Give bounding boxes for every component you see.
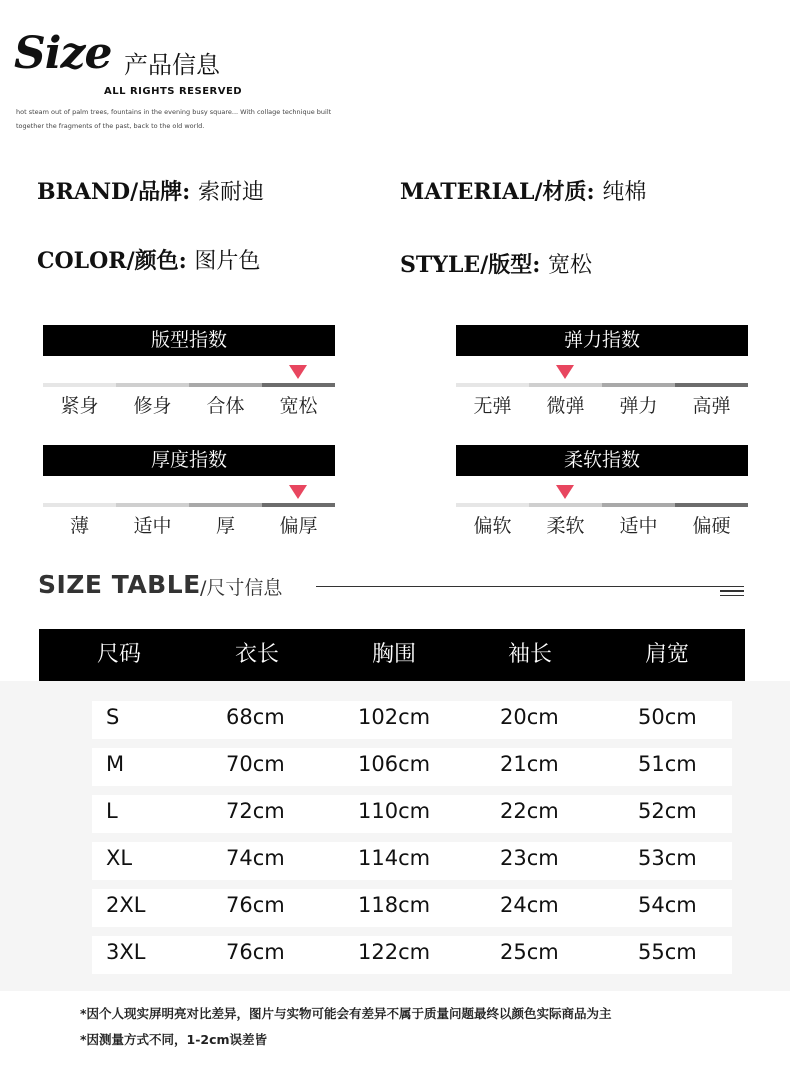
measure-cell: 50cm bbox=[638, 705, 697, 729]
elasticity-scale-segment bbox=[456, 383, 529, 387]
measure-cell: 114cm bbox=[358, 846, 431, 870]
header-cell: 胸围 bbox=[371, 642, 416, 667]
selected-marker-icon bbox=[289, 485, 307, 499]
color-label: COLOR/颜色: bbox=[37, 248, 187, 274]
thickness-option-label: 厚 bbox=[215, 515, 235, 537]
thickness-scale-segment bbox=[262, 503, 335, 507]
size-cell: S bbox=[106, 705, 120, 729]
measure-cell: 53cm bbox=[638, 846, 697, 870]
size-table-header bbox=[39, 629, 745, 681]
measure-cell: 76cm bbox=[226, 940, 285, 964]
measure-cell: 76cm bbox=[226, 893, 285, 917]
fit-option-label: 紧身 bbox=[60, 395, 99, 417]
measure-cell: 55cm bbox=[638, 940, 697, 964]
fit-index bbox=[43, 325, 335, 419]
tagline-line-1: hot steam out of palm trees, fountains in the evening busy square... With collage technique built bbox=[16, 108, 332, 116]
size-cell: M bbox=[106, 752, 125, 776]
page-title: 产品信息 bbox=[124, 51, 220, 79]
thickness-scale-segment bbox=[189, 503, 262, 507]
thickness-option-label: 薄 bbox=[69, 515, 89, 537]
brand-info bbox=[37, 175, 264, 206]
elasticity-option-label: 高弹 bbox=[692, 395, 731, 417]
softness-index-title: 柔软指数 bbox=[456, 445, 748, 476]
measure-cell: 23cm bbox=[500, 846, 559, 870]
measure-cell: 106cm bbox=[358, 752, 431, 776]
measure-cell: 72cm bbox=[226, 799, 285, 823]
softness-scale-segment bbox=[675, 503, 748, 507]
fit-index-title: 版型指数 bbox=[43, 325, 335, 356]
measure-cell: 102cm bbox=[358, 705, 431, 729]
softness-option-label: 偏软 bbox=[473, 515, 512, 537]
softness-option-label: 柔软 bbox=[546, 515, 585, 537]
measure-cell: 22cm bbox=[500, 799, 559, 823]
measure-cell: 25cm bbox=[500, 940, 559, 964]
note-2: *因测量方式不同，1-2cm误差皆 bbox=[80, 1032, 268, 1047]
elasticity-scale-segment bbox=[602, 383, 675, 387]
size-table-body bbox=[0, 681, 790, 991]
measure-cell: 21cm bbox=[500, 752, 559, 776]
thickness-index bbox=[43, 445, 335, 539]
measure-cell: 122cm bbox=[358, 940, 431, 964]
thickness-option-label: 适中 bbox=[133, 515, 172, 537]
measure-cell: 24cm bbox=[500, 893, 559, 917]
elasticity-option-label: 微弹 bbox=[546, 395, 585, 417]
thickness-scale-segment bbox=[43, 503, 116, 507]
style-info bbox=[400, 248, 592, 279]
measure-cell: 74cm bbox=[226, 846, 285, 870]
measure-cell: 54cm bbox=[638, 893, 697, 917]
size-table-subtitle: /尺寸信息 bbox=[200, 577, 283, 599]
measure-cell: 51cm bbox=[638, 752, 697, 776]
thickness-scale-segment bbox=[116, 503, 189, 507]
elasticity-option-label: 弹力 bbox=[619, 395, 658, 417]
softness-scale-segment bbox=[602, 503, 675, 507]
material-label: MATERIAL/材质: bbox=[400, 179, 595, 205]
color-info bbox=[37, 244, 260, 275]
elasticity-index bbox=[456, 325, 748, 419]
thickness-index-title: 厚度指数 bbox=[43, 445, 335, 476]
divider-line bbox=[316, 586, 744, 587]
size-cell: 3XL bbox=[106, 940, 146, 964]
softness-index bbox=[456, 445, 748, 539]
softness-scale-segment bbox=[456, 503, 529, 507]
header-cell: 袖长 bbox=[507, 642, 552, 667]
measure-cell: 110cm bbox=[358, 799, 431, 823]
menu-lines-icon bbox=[720, 590, 744, 599]
elasticity-scale-segment bbox=[675, 383, 748, 387]
fit-scale-segment bbox=[43, 383, 116, 387]
material-info bbox=[400, 175, 646, 206]
elasticity-index-title: 弹力指数 bbox=[456, 325, 748, 356]
measure-cell: 20cm bbox=[500, 705, 559, 729]
fit-option-label: 宽松 bbox=[279, 395, 318, 417]
measure-cell: 70cm bbox=[226, 752, 285, 776]
tagline-line-2: together the fragments of the past, back to the old world. bbox=[16, 122, 205, 130]
brand-label: BRAND/品牌: bbox=[37, 179, 191, 205]
header-cell: 衣长 bbox=[234, 642, 279, 667]
measure-cell: 118cm bbox=[358, 893, 431, 917]
material-value: 纯棉 bbox=[602, 180, 647, 205]
header-cell: 尺码 bbox=[96, 642, 141, 667]
elasticity-scale-segment bbox=[529, 383, 602, 387]
fit-scale-segment bbox=[116, 383, 189, 387]
color-value: 图片色 bbox=[194, 249, 261, 274]
softness-option-label: 适中 bbox=[619, 515, 658, 537]
fit-scale-segment bbox=[262, 383, 335, 387]
rights-text: ALL RIGHTS RESERVED bbox=[104, 86, 243, 97]
thickness-option-label: 偏厚 bbox=[279, 515, 318, 537]
style-label: STYLE/版型: bbox=[400, 252, 541, 278]
size-logo: Size bbox=[14, 28, 112, 79]
measure-cell: 52cm bbox=[638, 799, 697, 823]
selected-marker-icon bbox=[556, 365, 574, 379]
fit-option-label: 合体 bbox=[206, 395, 245, 417]
softness-scale-segment bbox=[529, 503, 602, 507]
style-value: 宽松 bbox=[548, 253, 593, 278]
header-cell: 肩宽 bbox=[644, 642, 689, 667]
size-cell: 2XL bbox=[106, 893, 146, 917]
size-cell: L bbox=[106, 799, 118, 823]
fit-scale-segment bbox=[189, 383, 262, 387]
fit-option-label: 修身 bbox=[133, 395, 172, 417]
selected-marker-icon bbox=[556, 485, 574, 499]
softness-option-label: 偏硬 bbox=[692, 515, 731, 537]
note-1: *因个人现实屏明亮对比差异，图片与实物可能会有差异不属于质量问题最终以颜色实际商品为主 bbox=[80, 1006, 612, 1021]
measure-cell: 68cm bbox=[226, 705, 285, 729]
size-cell: XL bbox=[106, 846, 133, 870]
selected-marker-icon bbox=[289, 365, 307, 379]
size-table-title: SIZE TABLE bbox=[38, 570, 201, 599]
brand-value: 索耐迪 bbox=[197, 180, 264, 205]
elasticity-option-label: 无弹 bbox=[473, 395, 512, 417]
